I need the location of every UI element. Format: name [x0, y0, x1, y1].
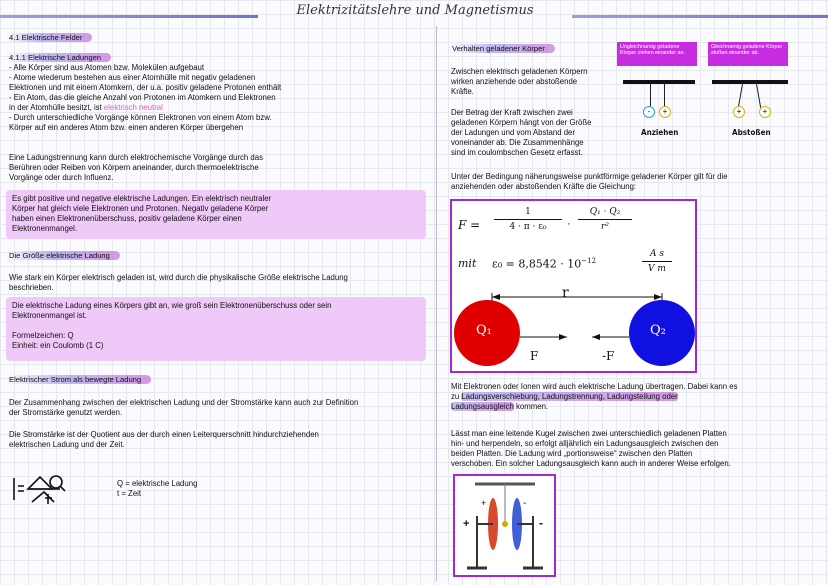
fraction-2-num: Q₁ · Q₂ — [578, 207, 632, 220]
text-line: Elektronenmangel. — [12, 224, 78, 233]
current-title: Elektrischer Strom als bewegte Ladung — [6, 375, 151, 384]
text-line: verschoben. Ein solcher Ladungsausgleich kann auch in anderer Weise erfolgen. — [451, 459, 731, 468]
repel-bar — [712, 80, 788, 84]
text-line: voneinander ab. Die Zusammenhänge — [451, 138, 584, 147]
bullet-line: - Ein Atom, das die gleiche Anzahl von Protonen im Atomkern und Elektronen — [9, 93, 276, 102]
plate-plus-label: + — [481, 498, 487, 508]
repel-note: Gleichnamig geladene Körper stoßen einander ab. — [708, 42, 788, 66]
text-line: Es gibt positive und negative elektrische Ladungen. Ein elektrisch neutraler — [12, 194, 272, 203]
atoms-bullets — [9, 63, 429, 133]
current-text-2 — [9, 430, 429, 450]
charge-q2-label: Q₂ — [650, 323, 666, 338]
pendulum-apparatus — [453, 474, 556, 577]
text-line: Vorgänge oder durch Influenz. — [9, 173, 114, 182]
repel-ball-right: + — [759, 106, 771, 118]
transfer-suffix: kommen. — [513, 402, 549, 411]
repel-label: Abstoßen — [732, 128, 771, 137]
neutral-prefix: in der Atomhülle besitzt, ist — [9, 103, 104, 112]
bullet-line: - Atome wiederum bestehen aus einer Atomhülle mit negativ geladenen — [9, 73, 256, 82]
text-line: Kräfte. — [451, 87, 474, 96]
column-divider — [436, 26, 437, 581]
text-line: wirken anziehende oder abstoßende — [451, 77, 578, 86]
formula-symbol: Formelzeichen: Q — [12, 331, 74, 340]
epsilon-base: ε₀ = 8,8542 · 10 — [492, 257, 582, 271]
header-rule-right — [572, 15, 828, 18]
text-line: Zwischen elektrisch geladenen Körpern — [451, 67, 588, 76]
formula-legend — [117, 479, 197, 499]
formula-mit: mit — [458, 257, 477, 270]
charge-definition-box — [6, 297, 426, 361]
bullet-line: Elektronen und mit einem Atomkern, der u.a. positiv geladene Protonen enthält — [9, 83, 282, 92]
text-line: Körper hat gleich viele Elektronen und Protonen. Negativ geladene Körper — [12, 204, 269, 213]
bullet-line — [9, 103, 429, 113]
text-line: Die Stromstärke ist der Quotient aus der durch einen Leiterquerschnitt hindurchziehenden — [9, 430, 319, 439]
bullet-line: - Durch unterschiedliche Vorgänge können Elektronen von einem Atom bzw. — [9, 113, 272, 122]
fraction-2 — [578, 207, 632, 232]
text-line: haben einen Elektronenüberschuss, positiv geladene Körper einen — [12, 214, 242, 223]
fraction-1-den: 4 · π · ε₀ — [509, 222, 547, 232]
epsilon-unit — [642, 249, 672, 274]
section-title: 4.1 Elektrische Felder — [6, 33, 92, 42]
text-line — [451, 402, 823, 412]
bullet-line: Körper auf ein anderes Atom bzw. einen anderen Körper übergehen — [9, 123, 244, 132]
charge-q1-label: Q₁ — [476, 323, 492, 338]
legend-time: t = Zeit — [117, 489, 142, 498]
text-line: Elektronenmangel ist. — [12, 311, 87, 320]
epsilon-value — [492, 257, 596, 271]
fraction-1 — [494, 207, 562, 232]
subsection-title: 4.1.1 Elektrische Ladungen — [6, 53, 111, 62]
epsilon-exponent: −12 — [581, 257, 597, 265]
charge-transfer-text — [451, 382, 823, 412]
text-line: Der Zusammenhang zwischen der elektrischen Ladung und der Stromstärke kann auch zur Definition — [9, 398, 359, 407]
text-line: Unter der Bedingung näherungsweise punktförmige geladener Körper gilt für die — [451, 172, 728, 181]
fraction-1-num: 1 — [494, 207, 562, 220]
legend-charge: Q = elektrische Ladung — [117, 479, 198, 488]
force-minus-f-label: -F — [602, 349, 615, 363]
text-line: beschrieben. — [9, 283, 54, 292]
forces-intro — [451, 67, 611, 97]
current-text-1 — [9, 398, 429, 418]
text-line: der Stromstärke genutzt werden. — [9, 408, 123, 417]
attract-wire-right — [664, 84, 665, 108]
coulomb-law-box — [450, 199, 697, 373]
current-formula-sketch — [10, 472, 70, 506]
formula-dot: · — [567, 218, 571, 230]
text-line: Eine Ladungstrennung kann durch elektrochemische Vorgänge durch das — [9, 153, 264, 162]
repel-wire-right — [756, 84, 761, 108]
plate-minus-label: - — [523, 498, 527, 509]
charge-size-title: Die Größe elektrische Ladung — [6, 251, 120, 260]
unit-den: V m — [648, 264, 666, 274]
repel-ball-left: + — [733, 106, 745, 118]
pendulum-text — [451, 429, 823, 469]
terminal-minus-label: - — [539, 516, 543, 530]
text-line: elektrischen Ladung und der Zeit. — [9, 440, 125, 449]
page-title: Elektrizitätslehre und Magnetismus — [296, 3, 534, 18]
bullet-line: - Alle Körper sind aus Atomen bzw. Molekülen aufgebaut — [9, 63, 205, 72]
header-rule-left — [0, 15, 258, 18]
attract-ball-negative: - — [643, 106, 655, 118]
right-title: Verhalten geladener Körper — [449, 44, 555, 53]
text-line: Lässt man eine leitende Kugel zwischen zwei unterschiedlich geladenen Platten — [451, 429, 727, 438]
attract-ball-positive: + — [659, 106, 671, 118]
text-line: Berühren oder Reiben von Körpern aneinander, durch thermoelektrische — [9, 163, 259, 172]
force-magnitude-text — [451, 108, 616, 158]
text-line — [451, 392, 823, 402]
formula-lhs: F = — [458, 218, 481, 232]
repel-wire-left — [738, 84, 743, 108]
transfer-terms: Ladungsverschiebung, Ladungstrennung, Ladungsteilung oder — [461, 392, 678, 401]
charge-size-text — [9, 273, 429, 293]
attract-bar — [623, 80, 695, 84]
text-line: anziehenden oder abstoßenden Kräfte die Gleichung: — [451, 182, 637, 191]
text-line: Mit Elektronen oder Ionen wird auch elektrische Ladung übertragen. Dabei kann es — [451, 382, 738, 391]
attract-note: Ungleichnamig geladene Körper ziehen einander an. — [617, 42, 697, 66]
text-line: beiden Platten. Die Ladung wird „portionsweise“ zwischen den Platten — [451, 449, 693, 458]
distance-label: r — [562, 285, 569, 301]
charges-info-box — [6, 190, 426, 239]
fraction-2-den: r² — [601, 222, 609, 232]
charge-unit: Einheit: ein Coulomb (1 C) — [12, 341, 104, 350]
terminal-plus-label: + — [463, 518, 470, 530]
text-line: der Ladungen und vom Abstand der — [451, 128, 575, 137]
coulomb-condition — [451, 172, 821, 192]
transfer-term-ausgleich: Ladungsausgleich — [451, 402, 514, 411]
text-line: hin- und herpendeln, so erfolgt alljährlich ein Ladungsausgleich zwischen den — [451, 439, 719, 448]
attract-label: Anziehen — [641, 128, 679, 137]
text-line: Der Betrag der Kraft zwischen zwei — [451, 108, 573, 117]
text-line: geladenen Körpern hängt von der Größe — [451, 118, 592, 127]
transfer-prefix: zu — [451, 392, 462, 401]
text-line: Wie stark ein Körper elektrisch geladen ist, wird durch die physikalische Größe elektrische Ladung — [9, 273, 348, 282]
text-line: Die elektrische Ladung eines Körpers gibt an, wie groß sein Elektronenüberschuss oder sein — [12, 301, 332, 310]
unit-num: A s — [642, 249, 672, 262]
separation-text — [9, 153, 429, 183]
force-f-label: F — [530, 349, 539, 363]
neutral-term: elektrisch neutral — [103, 103, 163, 112]
attract-wire-left — [650, 84, 651, 108]
text-line: sind im coulombschen Gesetz erfasst. — [451, 148, 583, 157]
